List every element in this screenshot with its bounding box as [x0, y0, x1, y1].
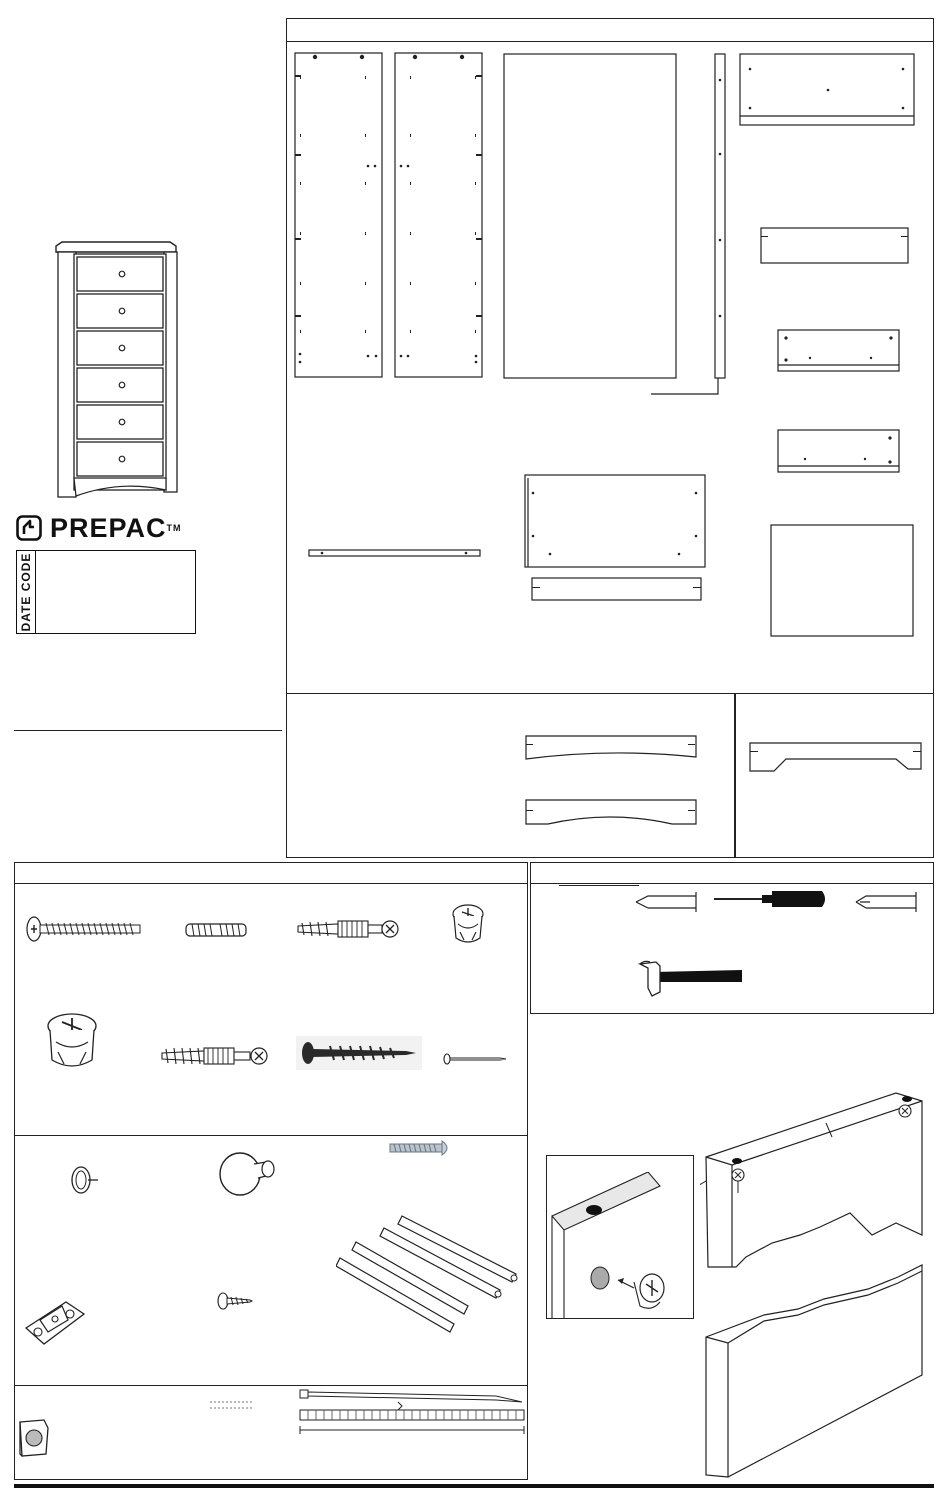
hammer-icon [636, 958, 746, 1000]
black-screw-icon [296, 1036, 422, 1070]
brand-logo [16, 514, 182, 542]
ring-pull-icon [66, 1160, 102, 1200]
bolt-icon [24, 912, 144, 946]
panels-drawings [288, 42, 932, 692]
cam-insert-detail [548, 1172, 692, 1318]
brand-name: PREPAC™ [50, 513, 182, 543]
dresser-illustration [50, 240, 185, 502]
knob-icon [214, 1148, 280, 1200]
flat-screwdriver-icon [634, 890, 700, 914]
front-panel-drawings [520, 728, 706, 832]
large-cam-lock-icon [40, 1010, 104, 1074]
bracket-icon [22, 1292, 88, 1350]
cable-tie-icon [296, 1386, 526, 1440]
prepac-logo-icon [16, 515, 42, 541]
dowel-icon [184, 918, 250, 942]
section-header-rule [15, 883, 527, 884]
section-header-rule [531, 883, 933, 884]
cam-post-icon [294, 914, 404, 944]
panel-assembly-drawing [700, 1085, 932, 1485]
drawer-slide-icon [336, 1212, 522, 1336]
divider-line [14, 730, 282, 731]
cam-post-long-icon [158, 1040, 272, 1072]
screwdriver-icon [712, 886, 830, 912]
nail-icon [442, 1052, 508, 1066]
cam-lock-icon [448, 902, 488, 946]
machine-screw-icon [388, 1138, 458, 1158]
clip-icon [16, 1416, 52, 1460]
date-code-label: DATE CODE [17, 551, 36, 633]
date-code-box [16, 550, 196, 634]
back-panel-drawing [746, 735, 926, 779]
footer-rule [14, 1484, 934, 1488]
tools-sub-rule [559, 885, 639, 886]
phillips-screwdriver-icon [854, 890, 920, 914]
dowel-small-icon [206, 1398, 258, 1412]
subsection-divider [15, 1135, 527, 1136]
small-screw-icon [216, 1290, 254, 1312]
